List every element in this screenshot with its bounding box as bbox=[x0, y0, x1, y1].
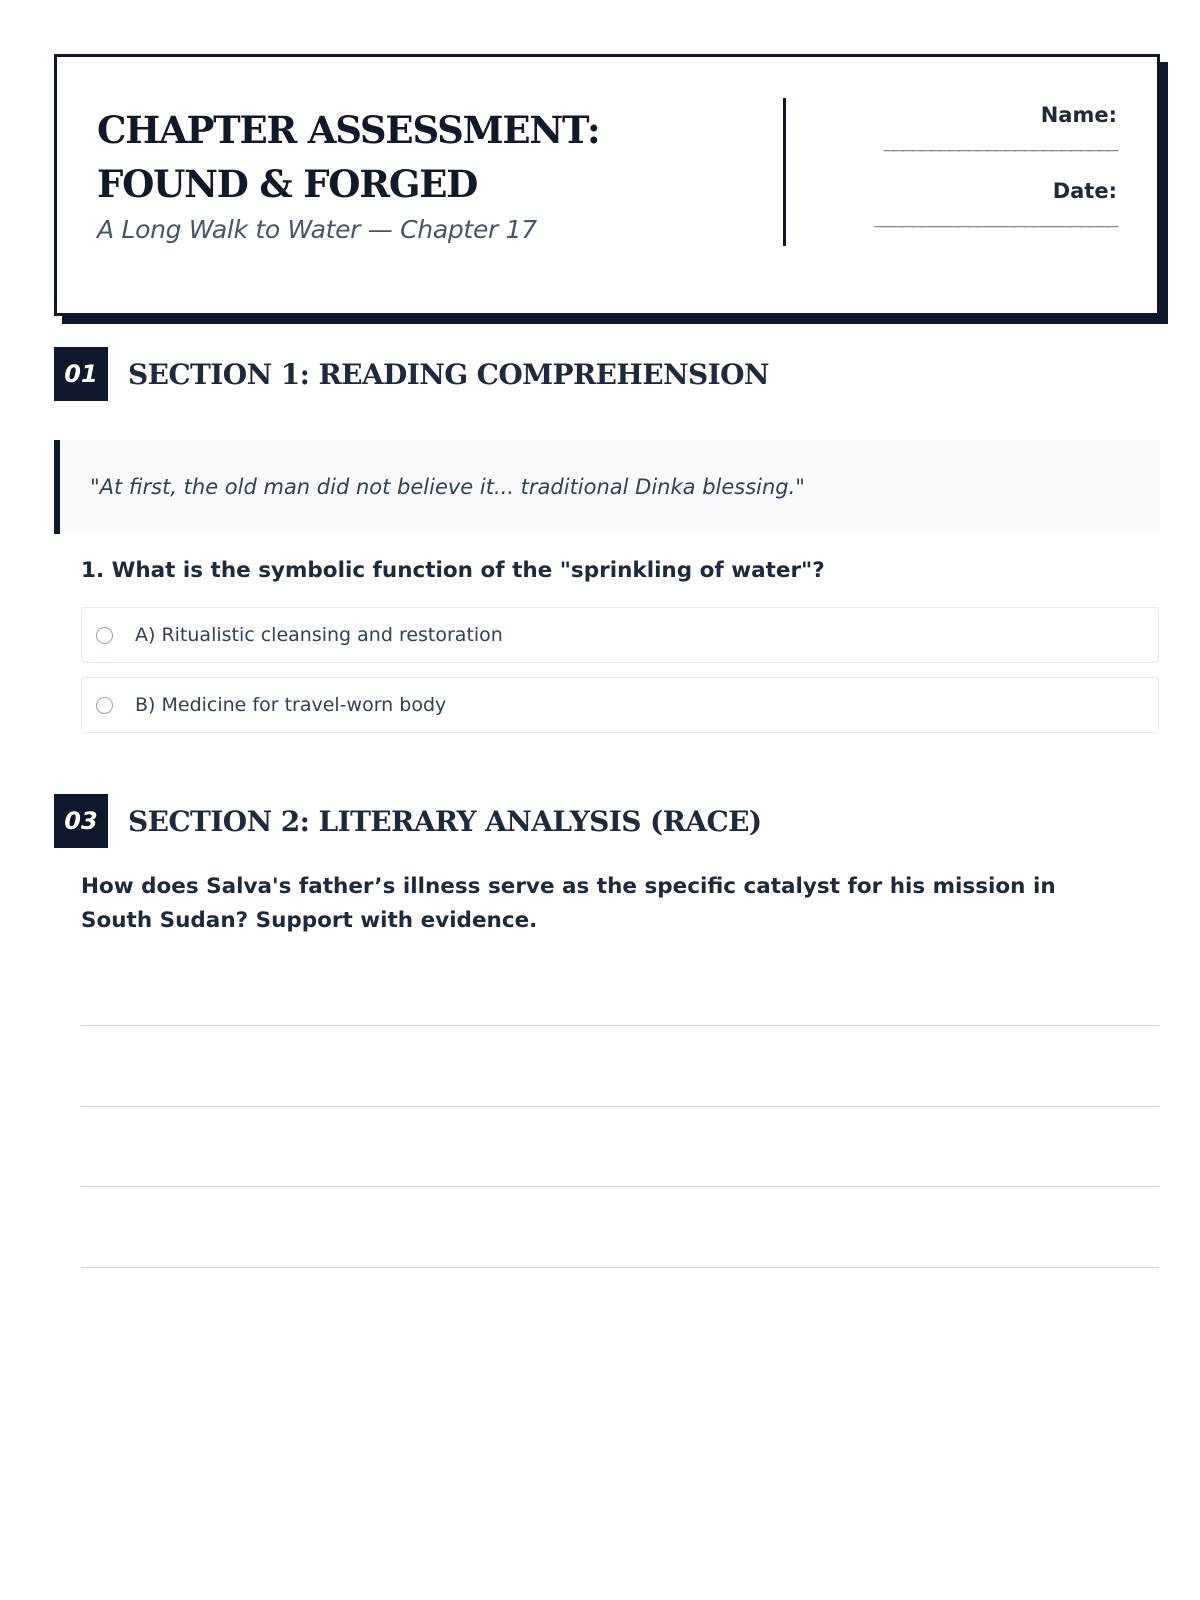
page-subtitle: A Long Walk to Water — Chapter 17 bbox=[97, 215, 537, 244]
option-b-label: B) Medicine for travel-worn body bbox=[135, 694, 447, 716]
name-field[interactable]: _________________________ bbox=[883, 131, 1117, 152]
question-2: How does Salva's father’s illness serve as the specific catalyst for his mission in South Sudan? Support with evidence. bbox=[81, 874, 1056, 933]
radio-option-b[interactable] bbox=[96, 697, 113, 714]
answer-line-1[interactable] bbox=[81, 1025, 1159, 1026]
question-1: 1. What is the symbolic function of the "sprinkling of water"? bbox=[81, 558, 825, 583]
date-field[interactable]: __________________________ bbox=[874, 207, 1117, 228]
section-2-number-badge: 03 bbox=[54, 794, 108, 848]
option-a-label: A) Ritualistic cleansing and restoration bbox=[135, 624, 503, 646]
header-card bbox=[54, 54, 1160, 316]
section-2-heading bbox=[54, 794, 762, 848]
option-b[interactable] bbox=[81, 677, 1159, 733]
answer-line-3[interactable] bbox=[81, 1186, 1159, 1187]
section-1-heading bbox=[54, 347, 769, 401]
answer-line-4[interactable] bbox=[81, 1267, 1159, 1268]
answer-line-2[interactable] bbox=[81, 1106, 1159, 1107]
quote-text: "At first, the old man did not believe it... traditional Dinka blessing." bbox=[90, 475, 805, 499]
section-1-number-badge: 01 bbox=[54, 347, 108, 401]
name-label: Name: bbox=[1040, 103, 1117, 127]
passage-quote bbox=[54, 440, 1160, 534]
page-title: CHAPTER ASSESSMENT: FOUND & FORGED bbox=[97, 108, 600, 206]
section-2-title: SECTION 2: LITERARY ANALYSIS (RACE) bbox=[128, 804, 762, 838]
radio-option-a[interactable] bbox=[96, 627, 113, 644]
student-info-block bbox=[797, 101, 1117, 253]
header-title-block bbox=[97, 103, 737, 244]
date-label: Date: bbox=[1052, 179, 1117, 203]
assessment-page bbox=[54, 54, 1160, 933]
header-divider bbox=[783, 98, 786, 246]
section-1-title: SECTION 1: READING COMPREHENSION bbox=[128, 357, 769, 391]
option-a[interactable] bbox=[81, 607, 1159, 663]
